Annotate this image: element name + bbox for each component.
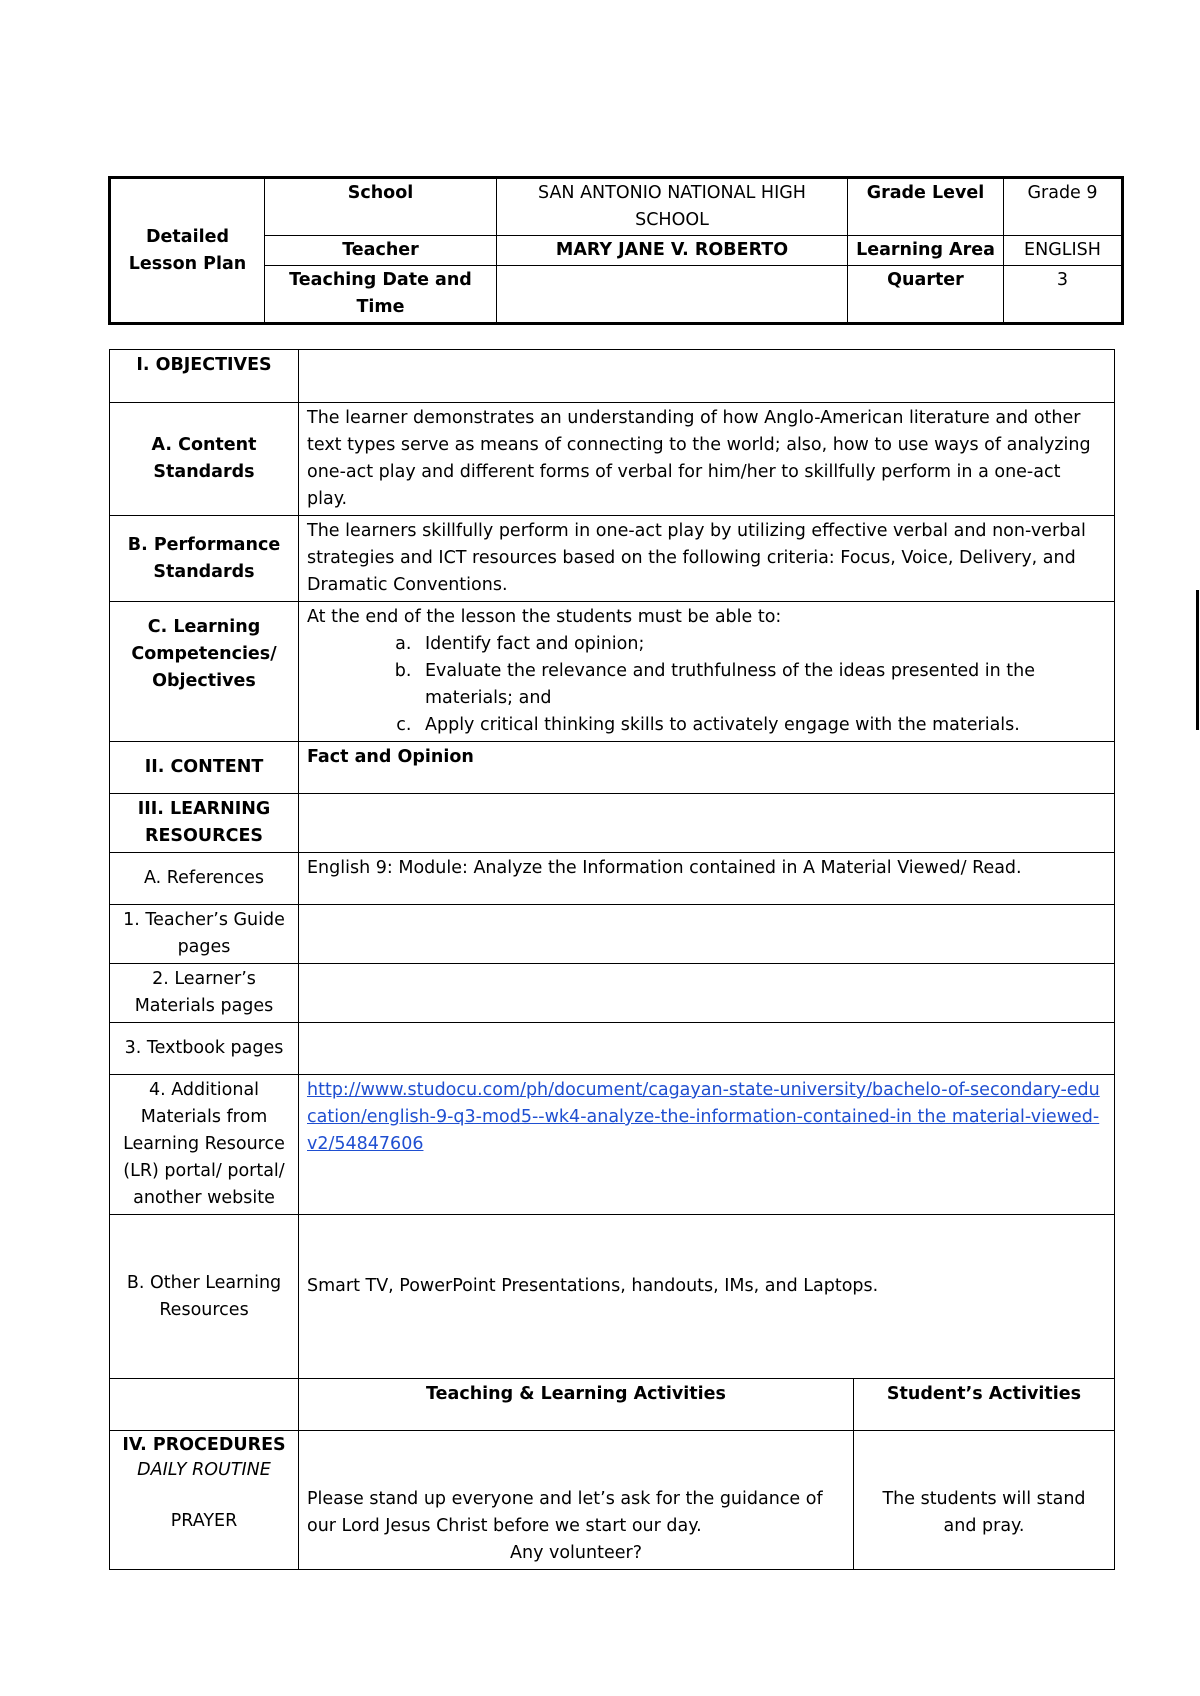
teachers-guide-label: 1. Teacher’s Guide pages bbox=[110, 905, 299, 964]
learning-competencies-intro: At the end of the lesson the students must be able to: bbox=[307, 607, 782, 627]
quarter-value: 3 bbox=[1004, 266, 1123, 324]
learning-competencies-label: C. Learning Competencies/ Objectives bbox=[110, 602, 299, 742]
student-activities-header: Student’s Activities bbox=[854, 1379, 1115, 1431]
teachers-guide-value bbox=[299, 905, 1115, 964]
textbook-label: 3. Textbook pages bbox=[110, 1023, 299, 1075]
learners-materials-value bbox=[299, 964, 1115, 1023]
learning-area-value: ENGLISH bbox=[1004, 236, 1123, 266]
learning-resources-heading: III. LEARNING RESOURCES bbox=[110, 794, 299, 853]
school-value: SAN ANTONIO NATIONAL HIGH SCHOOL bbox=[497, 178, 848, 236]
content-standards-label: A. Content Standards bbox=[110, 403, 299, 516]
lesson-plan-header bbox=[108, 176, 1124, 325]
daily-routine-label: DAILY ROUTINE bbox=[137, 1460, 271, 1480]
performance-standards-text: The learners skillfully perform in one-act play by utilizing effective verbal and non-verbal strategies and ICT resources based on the following criteria: Focus, Voice, Delivery, and Dramatic Conventions. bbox=[299, 516, 1115, 602]
learning-competencies-list bbox=[307, 631, 1106, 739]
procedures-cell bbox=[110, 1431, 299, 1570]
list-item: c. Apply critical thinking skills to activately engage with the materials. bbox=[417, 712, 1106, 739]
prayer-label: PRAYER bbox=[170, 1511, 238, 1531]
content-label: II. CONTENT bbox=[110, 742, 299, 794]
lesson-plan-title: Detailed Lesson Plan bbox=[110, 178, 265, 324]
performance-standards-label: B. Performance Standards bbox=[110, 516, 299, 602]
learning-area-label: Learning Area bbox=[848, 236, 1004, 266]
additional-materials-label: 4. Additional Materials from Learning Resource (LR) portal/ portal/ another website bbox=[110, 1075, 299, 1215]
student-response: The students will stand and pray. bbox=[854, 1431, 1115, 1570]
objectives-empty-cell bbox=[299, 350, 1115, 403]
teacher-prayer-text: Please stand up everyone and let’s ask for the guidance of our Lord Jesus Christ before we start our day. bbox=[307, 1489, 823, 1536]
additional-materials-cell bbox=[299, 1075, 1115, 1215]
lesson-plan-body bbox=[109, 349, 1115, 1570]
teacher-volunteer-text: Any volunteer? bbox=[510, 1543, 642, 1563]
learning-resources-empty-cell bbox=[299, 794, 1115, 853]
list-item: a. Identify fact and opinion; bbox=[417, 631, 1106, 658]
school-label: School bbox=[265, 178, 497, 236]
other-resources-value: Smart TV, PowerPoint Presentations, handouts, IMs, and Laptops. bbox=[299, 1215, 1115, 1379]
teacher-value: MARY JANE V. ROBERTO bbox=[497, 236, 848, 266]
other-resources-label: B. Other Learning Resources bbox=[110, 1215, 299, 1379]
objectives-heading: I. OBJECTIVES bbox=[110, 350, 299, 403]
learners-materials-label: 2. Learner’s Materials pages bbox=[110, 964, 299, 1023]
page-edge-marker bbox=[1196, 590, 1199, 730]
procedures-heading: IV. PROCEDURES bbox=[122, 1435, 286, 1455]
grade-level-label: Grade Level bbox=[848, 178, 1004, 236]
references-label: A. References bbox=[110, 853, 299, 905]
textbook-value bbox=[299, 1023, 1115, 1075]
grade-level-value: Grade 9 bbox=[1004, 178, 1123, 236]
list-item: b. Evaluate the relevance and truthfulness of the ideas presented in the materials; and bbox=[417, 658, 1106, 712]
content-standards-text: The learner demonstrates an understanding of how Anglo-American literature and other text types serve as means of connecting to the world; also, how to use ways of analyzing one-act play and different forms of verbal for him/her to skillfully perform in a one-act play. bbox=[299, 403, 1115, 516]
teacher-prayer-cell bbox=[299, 1431, 854, 1570]
teacher-label: Teacher bbox=[265, 236, 497, 266]
teaching-date-value bbox=[497, 266, 848, 324]
quarter-label: Quarter bbox=[848, 266, 1004, 324]
references-value: English 9: Module: Analyze the Information contained in A Material Viewed/ Read. bbox=[299, 853, 1115, 905]
learning-competencies-cell bbox=[299, 602, 1115, 742]
content-value: Fact and Opinion bbox=[299, 742, 1115, 794]
activities-empty-cell bbox=[110, 1379, 299, 1431]
additional-materials-link[interactable]: http://www.studocu.com/ph/document/cagayan-state-university/bachelo-of-secondary-education/english-9-q3-mod5--wk4-analyze-the-information-contained-in the material-viewed-v2/54847606 bbox=[307, 1080, 1100, 1154]
teaching-activities-header: Teaching & Learning Activities bbox=[299, 1379, 854, 1431]
teaching-date-label: Teaching Date and Time bbox=[265, 266, 497, 324]
